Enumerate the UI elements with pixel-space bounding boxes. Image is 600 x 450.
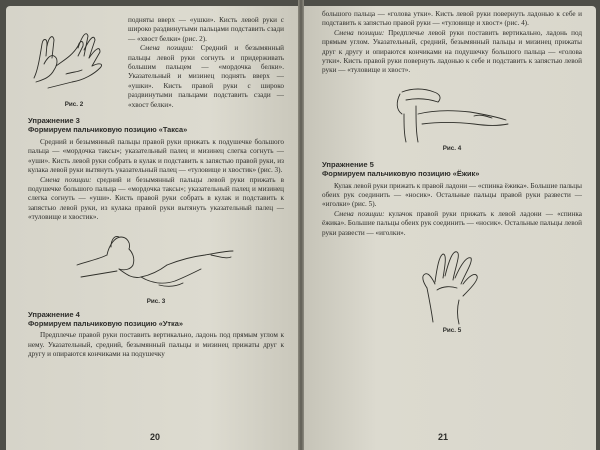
dachshund-hands-illustration xyxy=(71,225,241,297)
exercise-4-title: Упражнение 4 xyxy=(28,309,80,319)
paragraph-text: Средний и безымянный пальцы левой руки согнуть и придерживать большим пальцем — «мордочка белки». Указательный и мизинец поднять вверх — «ушки». Кисть правой руки с широко раздвинутыми пальцами подставить сзади — «хвост белки». xyxy=(128,44,284,109)
right-page xyxy=(304,6,596,450)
figure-4-caption: Рис. 4 xyxy=(442,144,462,152)
page-number: 21 xyxy=(438,432,449,442)
hedgehog-hands-illustration xyxy=(407,242,497,326)
paragraph xyxy=(322,29,582,76)
figure-2 xyxy=(28,16,120,110)
left-page xyxy=(6,6,298,450)
figure-4 xyxy=(322,80,582,152)
paragraph xyxy=(28,176,284,223)
duck-hands-illustration xyxy=(382,80,522,144)
figure-2-caption: Рис. 2 xyxy=(64,101,84,108)
page-number: 20 xyxy=(150,432,161,442)
paragraph xyxy=(322,210,582,238)
paragraph-text: Предплечье левой руки поставить вертикально, ладонь под прямым углом. Указательный, средний, безымянный пальцы и мизинец прижаты друг к другу и опираются кончиками на подушечку большого пальца — «голова утки». Кисть правой руки повернуть ладонью к себе и подставить к запястью левой руки — «туловище и хвост». xyxy=(322,28,582,75)
exercise-5-subtitle: Формируем пальчиковую позицию «Ёжик» xyxy=(322,169,480,179)
exercise-5-title: Упражнение 5 xyxy=(322,159,374,169)
exercise-3-subtitle: Формируем пальчиковую позицию «Такса» xyxy=(28,125,188,135)
paragraph: подняты вверх — «ушки». Кисть левой руки с широко раздвинутыми пальцами подставить сзади — «хвост белки» (рис. 2). xyxy=(128,16,284,43)
figure-5 xyxy=(322,242,582,334)
exercise-5 xyxy=(322,160,582,238)
figure-2-text xyxy=(128,16,284,110)
shift-label: Смена позиции: xyxy=(140,44,194,53)
figure-2-row xyxy=(28,16,284,110)
figure-3-caption: Рис. 3 xyxy=(146,297,166,305)
exercise-4-subtitle: Формируем пальчиковую позицию «Утка» xyxy=(28,318,183,328)
paragraph-text: кулачок правой руки прижать к левой ладони — «спинка ёжика». Большие пальцы обеих рук соединить — «носик». Остальные пальцы левой руки развести — «иголки». xyxy=(322,209,582,237)
figure-5-caption: Рис. 5 xyxy=(442,327,462,335)
shift-label: Смена позиции: xyxy=(40,175,92,184)
paragraph: Кулак левой руки прижать к правой ладони — «спинка ёжика». Большие пальцы обеих рук соединить — «носик». Остальные пальцы правой руки развести — «иголки» (рис. 5). xyxy=(322,181,582,209)
paragraph xyxy=(128,44,284,110)
paragraph: Средний и безымянный пальцы правой руки прижать к подушечке большого пальца — «мордочка таксы»; указательный палец и мизинец слегка согнуть — «уши». Кисть левой руки собрать в кулак и подставить к запястью правой руки, из кулака левой руки вытянуть указательный палец — «туловище и хвостик» (рис. 3). xyxy=(28,137,284,175)
exercise-4 xyxy=(28,310,284,360)
paragraph: Предплечье правой руки поставить вертикально, ладонь под прямым углом к нему. Указательный, средний, безымянный пальцы и мизинец прижаты друг к другу и опираются кончиками на подушечку xyxy=(28,331,284,359)
paragraph-text: средний и безымянный пальцы левой руки прижать в подушечке большого пальца — «мордочка таксы»; указательный палец и мизинец слегка согнуть — «уши». Кисть правой руки собрать в кулак и подставить к запястью левой руки, из кулака правой руки вытянуть указательный палец — «туловище и хвостик». xyxy=(28,175,285,222)
exercise-3 xyxy=(28,116,284,222)
paragraph: большого пальца — «голова утки». Кисть левой руки повернуть ладонью к себе и подставить к запястью правой руки — «туловище и хвост» (рис. 4). xyxy=(322,10,582,28)
shift-label: Смена позиции: xyxy=(334,28,385,37)
figure-3 xyxy=(28,225,284,305)
squirrel-hands-illustration xyxy=(28,16,120,100)
exercise-3-title: Упражнение 3 xyxy=(28,116,80,126)
shift-label: Смена позиции: xyxy=(334,209,385,218)
